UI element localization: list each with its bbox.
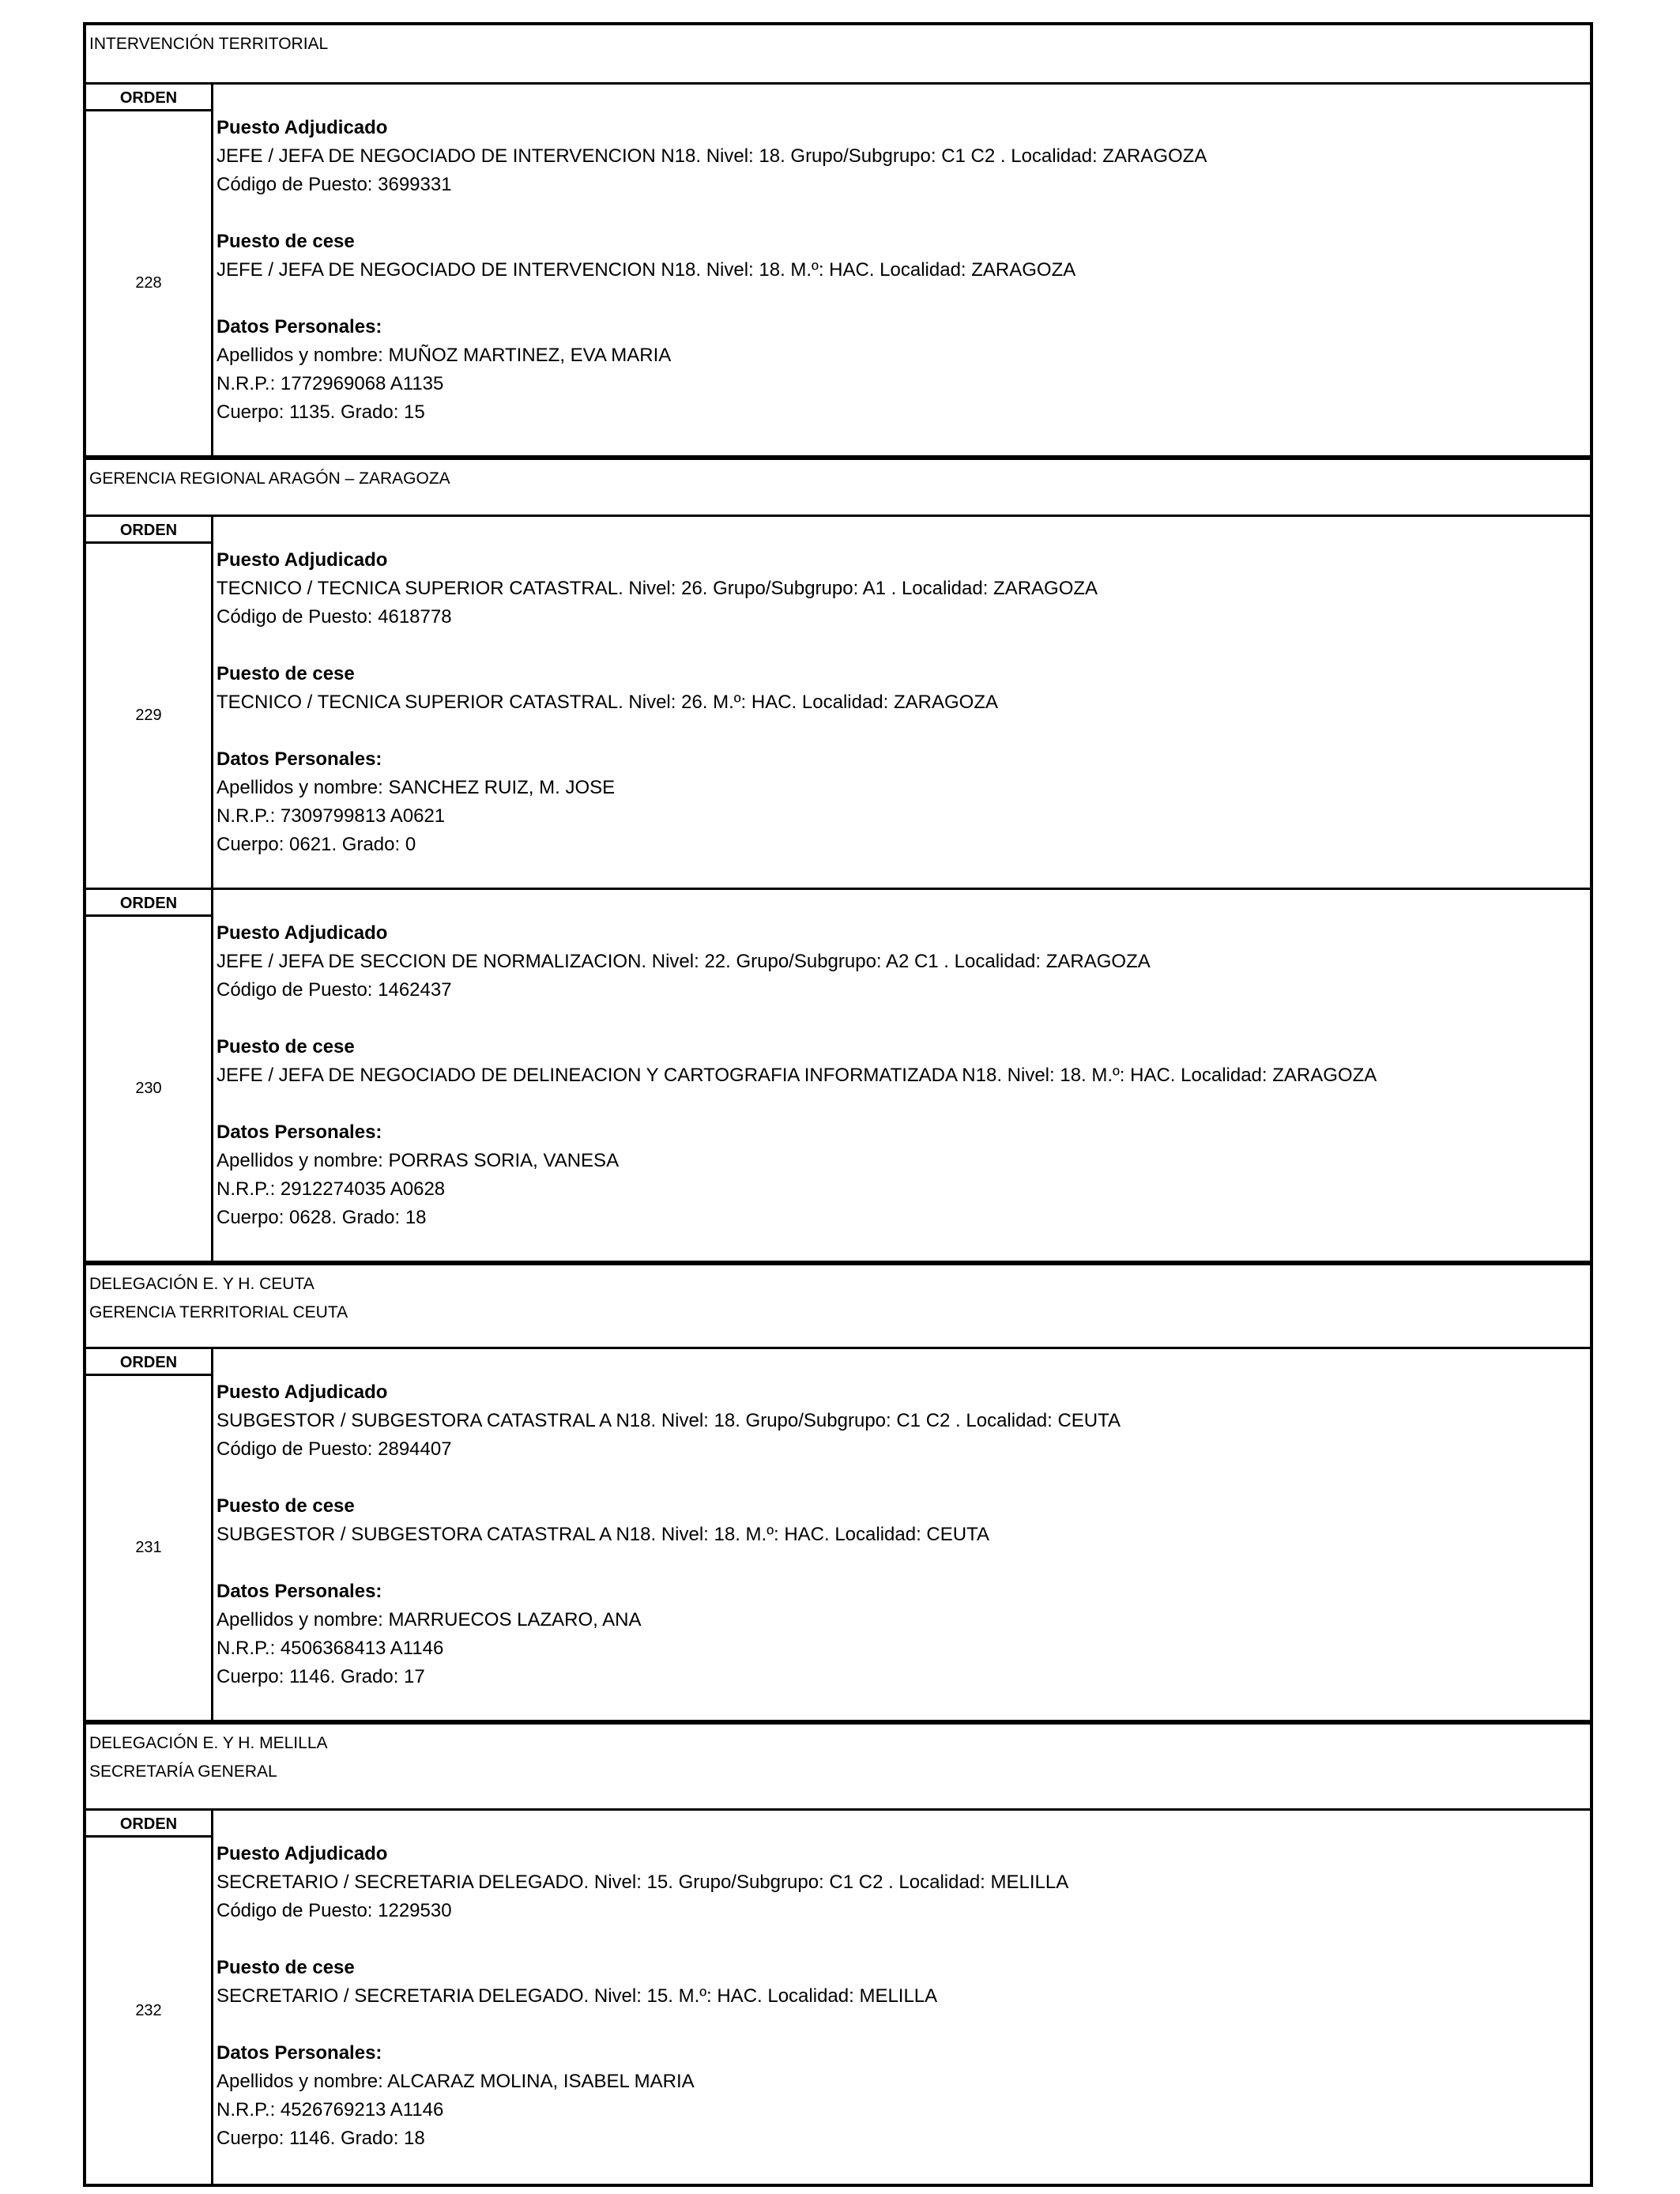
datos-personales-heading: Datos Personales:	[217, 2042, 382, 2064]
entry-row	[86, 890, 1590, 1263]
section-header	[86, 1722, 1590, 1811]
entry-content	[213, 517, 1590, 888]
entry-content	[213, 85, 1590, 455]
apellidos-nombre: Apellidos y nombre: ALCARAZ MOLINA, ISABEL MARIA	[217, 2071, 695, 2092]
puesto-cese-description: SUBGESTOR / SUBGESTORA CATASTRAL A N18. Nivel: 18. M.º: HAC. Localidad: CEUTA	[217, 1524, 989, 1545]
orden-label: ORDEN	[86, 517, 211, 544]
puesto-adjudicado-description: JEFE / JEFA DE NEGOCIADO DE INTERVENCION N18. Nivel: 18. Grupo/Subgrupo: C1 C2 . Localidad: ZARAGOZA	[217, 145, 1207, 167]
puesto-cese-heading: Puesto de cese	[217, 663, 355, 684]
section-header-line: GERENCIA REGIONAL ARAGÓN – ZARAGOZA	[89, 469, 450, 488]
orden-number: 231	[135, 1539, 162, 1556]
nrp: N.R.P.: 4506368413 A1146	[217, 1638, 444, 1659]
codigo-puesto: Código de Puesto: 4618778	[217, 606, 452, 628]
puesto-cese-description: JEFE / JEFA DE NEGOCIADO DE INTERVENCION N18. Nivel: 18. M.º: HAC. Localidad: ZARAGOZA	[217, 259, 1076, 281]
puesto-adjudicado-heading: Puesto Adjudicado	[217, 549, 388, 571]
section-header-line: SECRETARÍA GENERAL	[89, 1762, 277, 1781]
orden-label: ORDEN	[86, 890, 211, 917]
entry-content	[213, 890, 1590, 1261]
nrp: N.R.P.: 7309799813 A0621	[217, 805, 446, 827]
codigo-puesto: Código de Puesto: 2894407	[217, 1438, 452, 1460]
datos-personales-heading: Datos Personales:	[217, 1581, 382, 1602]
entry-row	[86, 1811, 1590, 2184]
orden-column	[86, 517, 213, 888]
document-table	[83, 22, 1593, 2187]
apellidos-nombre: Apellidos y nombre: PORRAS SORIA, VANESA	[217, 1150, 620, 1171]
orden-column	[86, 1349, 213, 1720]
apellidos-nombre: Apellidos y nombre: MUÑOZ MARTINEZ, EVA MARIA	[217, 345, 672, 366]
puesto-adjudicado-description: SUBGESTOR / SUBGESTORA CATASTRAL A N18. Nivel: 18. Grupo/Subgrupo: C1 C2 . Localidad: CEUTA	[217, 1410, 1121, 1431]
orden-number: 232	[135, 2001, 162, 2019]
datos-personales-heading: Datos Personales:	[217, 748, 382, 770]
section-header-line: DELEGACIÓN E. Y H. CEUTA	[89, 1275, 315, 1293]
puesto-cese-heading: Puesto de cese	[217, 231, 355, 252]
puesto-adjudicado-heading: Puesto Adjudicado	[217, 1843, 388, 1864]
section-header	[86, 1263, 1590, 1349]
orden-number: 229	[135, 707, 162, 724]
entry-content	[213, 1811, 1590, 2184]
section-header-line: DELEGACIÓN E. Y H. MELILLA	[89, 1734, 328, 1752]
puesto-adjudicado-description: TECNICO / TECNICA SUPERIOR CATASTRAL. Nivel: 26. Grupo/Subgrupo: A1 . Localidad: ZARAGOZA	[217, 578, 1098, 599]
codigo-puesto: Código de Puesto: 1462437	[217, 979, 452, 1001]
puesto-cese-description: JEFE / JEFA DE NEGOCIADO DE DELINEACION Y CARTOGRAFIA INFORMATIZADA N18. Nivel: 18. M.º: HAC. Localidad: ZARAGOZA	[217, 1065, 1377, 1086]
codigo-puesto: Código de Puesto: 3699331	[217, 174, 452, 195]
puesto-adjudicado-heading: Puesto Adjudicado	[217, 922, 388, 944]
orden-label: ORDEN	[86, 85, 211, 111]
nrp: N.R.P.: 4526769213 A1146	[217, 2099, 444, 2120]
datos-personales-heading: Datos Personales:	[217, 316, 382, 337]
apellidos-nombre: Apellidos y nombre: SANCHEZ RUIZ, M. JOSE	[217, 777, 616, 798]
cuerpo-grado: Cuerpo: 1146. Grado: 17	[217, 1666, 425, 1687]
cuerpo-grado: Cuerpo: 1146. Grado: 18	[217, 2128, 425, 2149]
apellidos-nombre: Apellidos y nombre: MARRUECOS LAZARO, ANA	[217, 1609, 642, 1630]
codigo-puesto: Código de Puesto: 1229530	[217, 1900, 452, 1921]
puesto-adjudicado-heading: Puesto Adjudicado	[217, 117, 388, 138]
puesto-cese-heading: Puesto de cese	[217, 1957, 355, 1978]
entry-row	[86, 517, 1590, 890]
orden-number: 230	[135, 1080, 162, 1097]
puesto-adjudicado-description: SECRETARIO / SECRETARIA DELEGADO. Nivel: 15. Grupo/Subgrupo: C1 C2 . Localidad: MELILLA	[217, 1872, 1069, 1893]
puesto-cese-description: SECRETARIO / SECRETARIA DELEGADO. Nivel: 15. M.º: HAC. Localidad: MELILLA	[217, 1985, 938, 2007]
section-header-line: GERENCIA TERRITORIAL CEUTA	[89, 1303, 348, 1321]
cuerpo-grado: Cuerpo: 1135. Grado: 15	[217, 401, 425, 423]
section-header	[86, 458, 1590, 517]
datos-personales-heading: Datos Personales:	[217, 1122, 382, 1143]
puesto-cese-description: TECNICO / TECNICA SUPERIOR CATASTRAL. Nivel: 26. M.º: HAC. Localidad: ZARAGOZA	[217, 692, 998, 713]
orden-column	[86, 1811, 213, 2184]
section-header	[86, 25, 1590, 85]
orden-column	[86, 85, 213, 455]
cuerpo-grado: Cuerpo: 0628. Grado: 18	[217, 1207, 427, 1228]
puesto-cese-heading: Puesto de cese	[217, 1495, 355, 1517]
puesto-adjudicado-description: JEFE / JEFA DE SECCION DE NORMALIZACION. Nivel: 22. Grupo/Subgrupo: A2 C1 . Localidad: ZARAGOZA	[217, 951, 1151, 972]
orden-number: 228	[135, 274, 162, 292]
nrp: N.R.P.: 1772969068 A1135	[217, 373, 444, 394]
entry-content	[213, 1349, 1590, 1720]
puesto-cese-heading: Puesto de cese	[217, 1036, 355, 1057]
orden-label: ORDEN	[86, 1811, 211, 1838]
cuerpo-grado: Cuerpo: 0621. Grado: 0	[217, 834, 416, 855]
puesto-adjudicado-heading: Puesto Adjudicado	[217, 1382, 388, 1403]
entry-row	[86, 1349, 1590, 1722]
orden-label: ORDEN	[86, 1349, 211, 1376]
nrp: N.R.P.: 2912274035 A0628	[217, 1178, 446, 1200]
entry-row	[86, 85, 1590, 458]
section-header-line: INTERVENCIÓN TERRITORIAL	[89, 35, 329, 53]
orden-column	[86, 890, 213, 1261]
